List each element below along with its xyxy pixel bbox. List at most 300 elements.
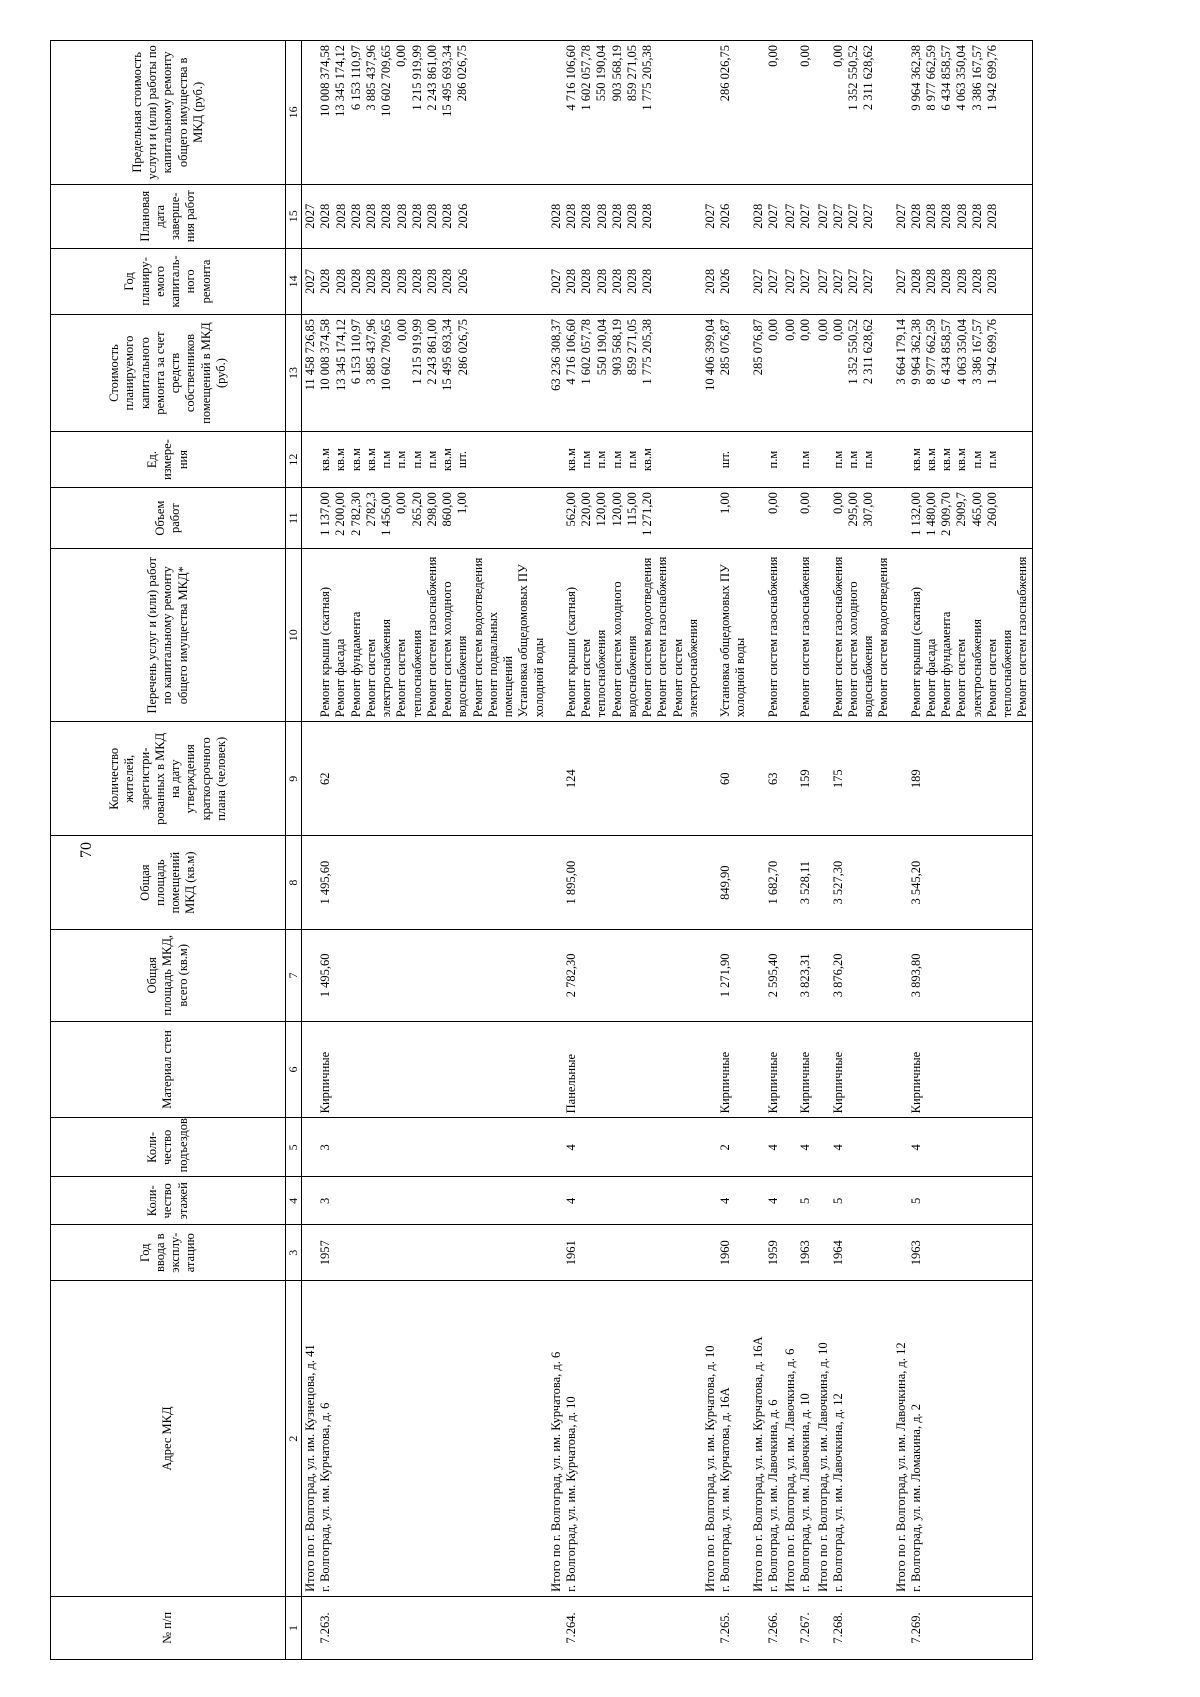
plan-year-cell bbox=[702, 248, 750, 314]
plan-year-cell bbox=[548, 248, 702, 314]
column-header: Перечень услуг и (или) работ по капитальному ремонту общего имущества МКД* bbox=[51, 549, 286, 722]
cell-line: 2028 bbox=[939, 268, 954, 294]
cell-line: 10 406 399,04 bbox=[703, 319, 717, 391]
cell-line: п.м bbox=[379, 450, 393, 469]
floors-cell bbox=[750, 1177, 783, 1225]
cell-line: 2027 bbox=[765, 268, 780, 294]
cell-line: 0,00 bbox=[765, 492, 780, 514]
wall-material-cell bbox=[815, 1021, 893, 1118]
cell-line: 2027 bbox=[846, 203, 860, 229]
cell-line: 6 434 858,57 bbox=[939, 45, 953, 111]
unit-cell bbox=[893, 432, 1033, 488]
cell-line: 2027 bbox=[548, 268, 563, 294]
cost-cell bbox=[750, 315, 783, 432]
cell-line: 2028 bbox=[908, 203, 923, 229]
column-number: 14 bbox=[286, 248, 302, 314]
year-cell bbox=[750, 1225, 783, 1281]
works-cell bbox=[893, 549, 1033, 722]
cell-line: г. Волгоград, ул. им. Лавочкина, д. 6 bbox=[765, 1399, 780, 1592]
cell-line: 2028 bbox=[440, 203, 455, 229]
cell-line: 2028 bbox=[609, 268, 624, 294]
entrances-cell bbox=[548, 1118, 702, 1177]
total-area-cell bbox=[750, 929, 783, 1021]
cell-line: 13 345 174,12 bbox=[333, 319, 348, 391]
cell-line: 1 137,00 bbox=[318, 492, 332, 536]
cell-line: 286 026,75 bbox=[718, 45, 732, 102]
cell-line: Ремонт систем газоснабжения bbox=[655, 556, 670, 718]
unit-cell bbox=[302, 432, 548, 488]
cell-value: Кирпичные bbox=[718, 1051, 732, 1114]
premises-area-cell bbox=[815, 836, 893, 930]
cell-line: п.м bbox=[424, 450, 439, 469]
cell-value: 3 876,20 bbox=[830, 953, 845, 998]
cell-line: 286 026,75 bbox=[455, 319, 470, 376]
cell-line: 2028 bbox=[318, 268, 333, 294]
cell-value: 1961 bbox=[563, 1240, 578, 1266]
floors-cell bbox=[782, 1177, 815, 1225]
limit-cost-cell bbox=[702, 41, 750, 185]
cell-line: 1,00 bbox=[455, 492, 470, 514]
cell-line: 120,00 bbox=[609, 492, 624, 527]
cell-line bbox=[894, 492, 909, 544]
cell-line: 0,00 bbox=[830, 45, 845, 67]
cell-line: г. Волгоград, ул. им. Курчатова, д. 16А bbox=[718, 1387, 733, 1592]
cell-line: г. Волгоград, ул. им. Ломакина, д. 2 bbox=[908, 1403, 923, 1592]
cell-line: 2027 bbox=[303, 203, 317, 229]
premises-area-cell bbox=[750, 836, 783, 930]
column-number: 8 bbox=[286, 836, 302, 930]
cost-cell bbox=[782, 315, 815, 432]
cell-value: 7.266. bbox=[765, 1612, 780, 1644]
residents-cell bbox=[782, 722, 815, 836]
cell-line: 3 386 167,57 bbox=[969, 45, 984, 111]
cell-line: шт. bbox=[455, 450, 470, 469]
cell-line: 2028 bbox=[750, 203, 765, 229]
cell-value: 4 bbox=[563, 1144, 578, 1151]
end-year-cell bbox=[302, 184, 548, 248]
column-header: Плановая дата заверше-ния работ bbox=[51, 184, 286, 248]
cell-line: 859 271,05 bbox=[624, 45, 639, 102]
residents-cell bbox=[750, 722, 783, 836]
cell-line: 2028 bbox=[409, 268, 424, 294]
cell-line: 2027 bbox=[765, 203, 780, 229]
unit-cell bbox=[702, 432, 750, 488]
cell-line: Итого по г. Волгоград, ул. им. Курчатова, д. 16А bbox=[750, 1336, 765, 1592]
cell-line: 6 434 858,57 bbox=[939, 319, 954, 385]
cell-line: 2028 bbox=[908, 268, 923, 294]
cell-line: 3 664 179,14 bbox=[893, 319, 908, 385]
floors-cell bbox=[302, 1177, 548, 1225]
column-header: Предельная стоимость услуги и (или) работы по капитальному ремонту общего имущества в МКД (руб.) bbox=[51, 41, 286, 185]
cell-line: кв.м bbox=[908, 448, 923, 472]
cell-line: Ремонт фундамента bbox=[348, 611, 363, 718]
column-number: 13 bbox=[286, 315, 302, 432]
column-header: Объем работ bbox=[51, 488, 286, 549]
cell-value: 1 271,90 bbox=[718, 953, 732, 998]
residents-cell bbox=[302, 722, 548, 836]
cell-line: Ремонт систем холодного водоснабжения bbox=[609, 581, 639, 718]
cell-value: Кирпичные bbox=[830, 1051, 845, 1114]
cell-value: 1 682,70 bbox=[765, 860, 780, 905]
cell-line: кв.м bbox=[440, 448, 454, 472]
cell-line: 2027 bbox=[750, 268, 765, 294]
cell-line: 2027 bbox=[830, 268, 845, 294]
total-area-cell bbox=[702, 929, 750, 1021]
volume-cell bbox=[893, 488, 1033, 549]
plan-year-cell bbox=[782, 248, 815, 314]
cell-value: 189 bbox=[908, 769, 923, 789]
cell-line: п.м bbox=[798, 450, 812, 469]
cell-line: 1 942 699,76 bbox=[985, 319, 999, 385]
rotated-table-page bbox=[50, 40, 1180, 1660]
cell-line: 1 271,20 bbox=[640, 492, 654, 536]
cell-line: 285 076,87 bbox=[750, 319, 765, 376]
cell-line: 2027 bbox=[846, 268, 860, 294]
cell-line: 3 885 437,96 bbox=[363, 45, 378, 111]
cell-line: 562,00 bbox=[563, 492, 578, 527]
column-number: 5 bbox=[286, 1118, 302, 1177]
unit-cell bbox=[750, 432, 783, 488]
cell-line: 859 271,05 bbox=[625, 319, 639, 376]
cell-value: 1 895,00 bbox=[563, 860, 578, 905]
cell-value: 2 595,40 bbox=[765, 953, 780, 998]
cell-line: кв.м bbox=[563, 448, 578, 472]
cell-line: 1 775 205,38 bbox=[640, 45, 654, 111]
cell-line: 220,00 bbox=[579, 492, 593, 527]
end-year-cell bbox=[815, 184, 893, 248]
cell-line: Ремонт систем водоотведения bbox=[640, 557, 654, 718]
cell-line: 2028 bbox=[703, 268, 717, 294]
cell-line: 0,00 bbox=[394, 492, 409, 514]
cell-value: 1963 bbox=[908, 1240, 923, 1266]
cell-line: 298,00 bbox=[424, 492, 439, 527]
cell-line: кв.м bbox=[954, 448, 969, 472]
cell-value: 4 bbox=[765, 1144, 780, 1151]
cell-line bbox=[703, 553, 718, 717]
limit-cost-cell bbox=[548, 41, 702, 185]
entrances-cell bbox=[750, 1118, 783, 1177]
cell-line bbox=[703, 492, 718, 544]
cell-line bbox=[303, 492, 318, 544]
cell-line: 2782,3 bbox=[363, 492, 378, 527]
address-cell bbox=[893, 1281, 1033, 1597]
cell-value: 3 bbox=[318, 1197, 332, 1204]
cell-line: 2027 bbox=[815, 268, 830, 294]
residents-cell bbox=[893, 722, 1033, 836]
column-header: Материал стен bbox=[51, 1021, 286, 1118]
total-area-cell bbox=[548, 929, 702, 1021]
cell-line: 2026 bbox=[455, 268, 470, 294]
cell-line: 1,00 bbox=[718, 492, 732, 514]
row-number bbox=[702, 1596, 750, 1659]
cell-line: 1 215 919,99 bbox=[409, 319, 424, 385]
volume-cell bbox=[702, 488, 750, 549]
cell-line: 15 495 693,34 bbox=[440, 319, 455, 391]
limit-cost-cell bbox=[815, 41, 893, 185]
cell-line: Ремонт систем электроснабжения bbox=[670, 619, 700, 718]
column-number: 10 bbox=[286, 549, 302, 722]
cell-line: 265,20 bbox=[409, 492, 424, 527]
cell-line: 2026 bbox=[718, 203, 733, 229]
cell-line: 2027 bbox=[783, 268, 797, 294]
cell-line bbox=[783, 436, 798, 483]
cell-line: 2028 bbox=[564, 203, 578, 229]
cell-line: 2027 bbox=[303, 268, 317, 294]
cell-line: 465,00 bbox=[969, 492, 984, 527]
cell-line: 860,00 bbox=[440, 492, 454, 527]
wall-material-cell bbox=[893, 1021, 1033, 1118]
year-cell bbox=[702, 1225, 750, 1281]
table-row bbox=[702, 41, 750, 1660]
total-area-cell bbox=[782, 929, 815, 1021]
cell-value: 2 782,30 bbox=[563, 953, 578, 998]
cell-line: Ремонт систем газоснабжения bbox=[424, 556, 439, 718]
cell-line bbox=[894, 553, 909, 717]
limit-cost-cell bbox=[782, 41, 815, 185]
cell-line: кв.м bbox=[348, 448, 363, 472]
unit-cell bbox=[782, 432, 815, 488]
works-cell bbox=[702, 549, 750, 722]
cell-value: 3 545,20 bbox=[908, 860, 923, 905]
cell-value: Кирпичные bbox=[908, 1051, 923, 1114]
cell-line: 2 311 628,62 bbox=[861, 45, 875, 111]
cell-line: 2 311 628,62 bbox=[861, 319, 876, 385]
cell-value: 7.267. bbox=[798, 1612, 812, 1644]
cell-line: 2027 bbox=[861, 268, 876, 294]
cell-line: п.м bbox=[984, 450, 999, 469]
cell-line: 2 243 861,00 bbox=[425, 319, 439, 385]
year-cell bbox=[782, 1225, 815, 1281]
plan-year-cell bbox=[302, 248, 548, 314]
unit-cell bbox=[548, 432, 702, 488]
cell-value: 4 bbox=[563, 1197, 578, 1204]
cell-line: Ремонт систем электроснабжения bbox=[363, 619, 393, 718]
column-number: 16 bbox=[286, 41, 302, 185]
column-header: № п/п bbox=[51, 1596, 286, 1659]
cell-line: 1 602 057,78 bbox=[579, 45, 593, 111]
year-cell bbox=[893, 1225, 1033, 1281]
plan-year-cell bbox=[893, 248, 1033, 314]
cell-line: кв.м bbox=[640, 448, 654, 472]
cell-line: Итого по г. Волгоград, ул. им. Лавочкина, д. 10 bbox=[815, 1342, 830, 1592]
cell-line: 2028 bbox=[609, 203, 624, 229]
cell-line: Итого по г. Волгоград, ул. им. Курчатова, д. 10 bbox=[703, 1345, 717, 1592]
cell-line: 8 977 662,59 bbox=[924, 319, 938, 385]
cell-line: 0,00 bbox=[765, 45, 780, 67]
cell-line bbox=[549, 436, 564, 483]
cell-value: 3 527,30 bbox=[830, 860, 845, 905]
cell-line: 120,00 bbox=[594, 492, 609, 527]
cell-line: 1 215 919,99 bbox=[409, 45, 424, 111]
column-number: 12 bbox=[286, 432, 302, 488]
column-number: 11 bbox=[286, 488, 302, 549]
end-year-cell bbox=[702, 184, 750, 248]
cell-line: 2027 bbox=[830, 203, 845, 229]
residents-cell bbox=[815, 722, 893, 836]
cell-line: 1 352 550,52 bbox=[846, 319, 860, 385]
cell-line: 4 063 350,04 bbox=[954, 319, 969, 385]
cell-line: 2028 bbox=[985, 203, 999, 229]
cell-line: 2028 bbox=[594, 203, 609, 229]
cell-line: 2 782,30 bbox=[348, 492, 363, 536]
cell-line: 2028 bbox=[564, 268, 578, 294]
cell-value: 1959 bbox=[765, 1240, 780, 1266]
residents-cell bbox=[548, 722, 702, 836]
cell-line: 2028 bbox=[625, 203, 639, 229]
cell-value: 7.265. bbox=[718, 1612, 732, 1644]
cell-line: Итого по г. Волгоград, ул. им. Лавочкина, д. 12 bbox=[893, 1342, 908, 1592]
column-header: Адрес МКД bbox=[51, 1281, 286, 1597]
premises-area-cell bbox=[782, 836, 815, 930]
cell-value: 175 bbox=[830, 769, 845, 789]
cell-line: 0,00 bbox=[815, 319, 830, 341]
cell-line: п.м bbox=[594, 450, 609, 469]
cell-line: 2028 bbox=[548, 203, 563, 229]
year-cell bbox=[815, 1225, 893, 1281]
table-row bbox=[782, 41, 815, 1660]
cell-line: 2028 bbox=[579, 268, 594, 294]
cell-line bbox=[751, 436, 766, 483]
cell-line: г. Волгоград, ул. им. Курчатова, д. 6 bbox=[318, 1402, 333, 1592]
entrances-cell bbox=[782, 1118, 815, 1177]
cell-line: 260,00 bbox=[984, 492, 999, 527]
cell-line bbox=[783, 45, 798, 180]
cell-line: п.м bbox=[861, 450, 875, 469]
cell-line: 2027 bbox=[861, 203, 876, 229]
address-cell bbox=[750, 1281, 783, 1597]
cell-line: г. Волгоград, ул. им. Курчатова, д. 10 bbox=[564, 1396, 578, 1592]
cell-value: 4 bbox=[830, 1144, 845, 1151]
volume-cell bbox=[782, 488, 815, 549]
cell-line: Ремонт систем водоотведения bbox=[470, 557, 485, 718]
cell-line: Установка общедомовых ПУ холодной воды bbox=[718, 564, 748, 718]
table-row bbox=[893, 41, 1033, 1660]
cell-line: 0,00 bbox=[830, 492, 845, 514]
cell-line: 10 602 709,65 bbox=[379, 319, 394, 391]
column-header: Общая площадь МКД, всего (кв.м) bbox=[51, 929, 286, 1021]
cell-line bbox=[894, 45, 909, 180]
cell-line: 13 345 174,12 bbox=[333, 45, 348, 117]
cell-line: Ремонт подвальных помещений bbox=[485, 611, 515, 718]
column-header: Коли-чество подъездов bbox=[51, 1118, 286, 1177]
cell-line: п.м bbox=[765, 450, 780, 469]
cell-line: 2028 bbox=[348, 203, 363, 229]
cell-line: п.м bbox=[609, 450, 624, 469]
address-cell bbox=[815, 1281, 893, 1597]
cell-line: п.м bbox=[845, 450, 860, 469]
cell-value: 5 bbox=[830, 1197, 845, 1204]
cell-line: 0,00 bbox=[798, 45, 812, 67]
cell-line: 2028 bbox=[379, 268, 394, 294]
cell-value: 2 bbox=[718, 1144, 732, 1151]
cell-line: Ремонт систем газоснабжения bbox=[798, 556, 812, 718]
volume-cell bbox=[548, 488, 702, 549]
cell-line bbox=[816, 492, 831, 544]
cell-line: п.м bbox=[830, 450, 845, 469]
cost-cell bbox=[548, 315, 702, 432]
cell-line: 2028 bbox=[440, 268, 455, 294]
cell-line: Ремонт систем водоотведения bbox=[876, 557, 891, 718]
cell-line: 6 153 110,97 bbox=[348, 45, 363, 111]
unit-cell bbox=[815, 432, 893, 488]
cell-value: 1 495,60 bbox=[318, 953, 332, 998]
page-number: 70 bbox=[78, 842, 95, 858]
cell-line: 1 602 057,78 bbox=[579, 319, 594, 385]
column-number-row bbox=[286, 41, 302, 1660]
end-year-cell bbox=[782, 184, 815, 248]
cell-line: 285 076,87 bbox=[718, 319, 733, 376]
cell-value: 7.269. bbox=[908, 1612, 923, 1644]
cell-line: Ремонт фундамента bbox=[939, 611, 953, 718]
floors-cell bbox=[893, 1177, 1033, 1225]
table-header bbox=[51, 41, 302, 1660]
cell-line: Ремонт крыши (скатная) bbox=[908, 586, 923, 718]
cell-value: 3 528,11 bbox=[798, 861, 812, 905]
cell-line bbox=[549, 45, 564, 180]
cell-line: Итого по г. Волгоград, ул. им. Лавочкина, д. 6 bbox=[783, 1348, 797, 1592]
cell-line: 10 008 374,58 bbox=[318, 45, 332, 117]
cell-line: г. Волгоград, ул. им. Лавочкина, д. 12 bbox=[830, 1393, 845, 1592]
cell-line: Ремонт систем газоснабжения bbox=[830, 556, 845, 718]
cell-line: 2028 bbox=[939, 203, 954, 229]
address-cell bbox=[548, 1281, 702, 1597]
table-body bbox=[302, 41, 1033, 1660]
cell-line: 2028 bbox=[333, 203, 348, 229]
cell-line: 2028 bbox=[394, 268, 409, 294]
cell-value: 63 bbox=[765, 772, 780, 786]
column-number: 4 bbox=[286, 1177, 302, 1225]
cell-value: 159 bbox=[798, 769, 812, 789]
cell-line: 2028 bbox=[985, 268, 999, 294]
cell-line: 0,00 bbox=[394, 319, 409, 341]
cell-line: 295,00 bbox=[845, 492, 860, 527]
cell-value: 5 bbox=[908, 1197, 923, 1204]
cell-line: 2028 bbox=[954, 268, 969, 294]
floors-cell bbox=[548, 1177, 702, 1225]
cell-line: Ремонт крыши (скатная) bbox=[563, 586, 578, 718]
cell-value: Кирпичные bbox=[318, 1051, 332, 1114]
cell-value: 5 bbox=[798, 1197, 812, 1204]
table-row bbox=[750, 41, 783, 1660]
cell-line: п.м bbox=[624, 450, 639, 469]
cell-line: Ремонт систем холодного водоснабжения bbox=[440, 581, 470, 718]
cell-value: Панельные bbox=[563, 1053, 578, 1114]
cell-line: 8 977 662,59 bbox=[923, 45, 938, 111]
cell-line: 2028 bbox=[640, 203, 655, 229]
cell-line: 2026 bbox=[718, 268, 733, 294]
premises-area-cell bbox=[893, 836, 1033, 930]
volume-cell bbox=[302, 488, 548, 549]
cell-value: 7.268. bbox=[830, 1612, 845, 1644]
cell-value: Кирпичные bbox=[765, 1051, 780, 1114]
cell-line: 2028 bbox=[379, 203, 394, 229]
cell-line: г. Волгоград, ул. им. Лавочкина, д. 10 bbox=[798, 1393, 813, 1592]
cell-line: 2028 bbox=[954, 203, 969, 229]
cell-line: 2027 bbox=[798, 203, 813, 229]
cell-line: Итого по г. Волгоград, ул. им. Кузнецова, д. 41 bbox=[303, 1344, 317, 1592]
cell-line: 0,00 bbox=[798, 319, 813, 341]
cost-cell bbox=[893, 315, 1033, 432]
cell-line: 0,00 bbox=[830, 319, 845, 341]
cell-value: 7.263. bbox=[318, 1612, 332, 1644]
cell-line: кв.м bbox=[318, 448, 332, 472]
cell-line: Ремонт систем электроснабжения bbox=[954, 619, 984, 718]
cell-line: 0,00 bbox=[783, 319, 797, 341]
cell-line: Ремонт систем газоснабжения bbox=[1015, 556, 1030, 718]
cell-line: 0,00 bbox=[394, 45, 409, 67]
limit-cost-cell bbox=[750, 41, 783, 185]
volume-cell bbox=[815, 488, 893, 549]
